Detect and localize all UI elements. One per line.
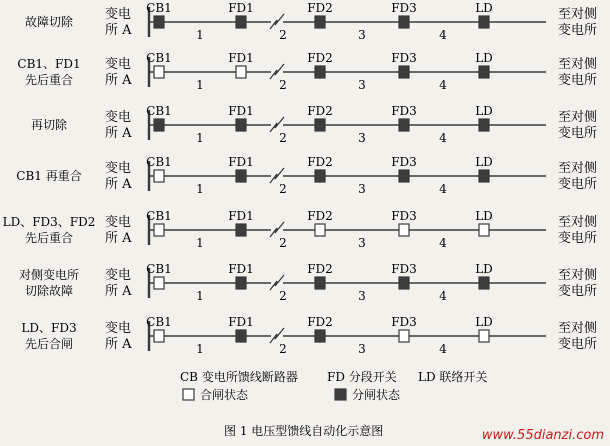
stage-label-line-1: CB1、FD1 xyxy=(17,57,81,71)
stage-label-line-2: 切除故障 xyxy=(24,284,74,298)
legend-open-label: 分闸状态 xyxy=(352,388,401,402)
substation-a-label-line-2: 所 A xyxy=(105,284,132,299)
watermark: www.55dianzi.com xyxy=(481,428,604,443)
switch-label-ld: LD xyxy=(475,315,493,329)
substation-a-label-line-2: 所 A xyxy=(105,231,132,246)
far-end-label-line-1: 至对侧 xyxy=(558,110,598,125)
switch-label-fd3: FD3 xyxy=(391,155,417,169)
fault-point-icon xyxy=(270,117,284,132)
switch-label-cb1: CB1 xyxy=(146,104,172,118)
fault-point-icon xyxy=(270,64,284,79)
segment-number: 1 xyxy=(196,289,204,303)
switch-cb1-closed xyxy=(154,170,164,182)
switch-label-ld: LD xyxy=(475,209,493,223)
switch-fd1-open xyxy=(236,330,246,342)
stage-label: CB1 再重合 xyxy=(16,169,82,183)
fault-point-icon xyxy=(270,222,284,237)
switch-label-cb1: CB1 xyxy=(146,315,172,329)
switch-cb1-closed xyxy=(154,224,164,236)
segment-number: 2 xyxy=(279,28,287,42)
segment-number: 4 xyxy=(439,182,447,196)
switch-ld-open xyxy=(479,277,489,289)
switch-label-fd1: FD1 xyxy=(228,262,254,276)
switch-label-fd2: FD2 xyxy=(307,155,333,169)
substation-a-label-line-2: 所 A xyxy=(105,23,132,38)
segment-number: 1 xyxy=(196,342,204,356)
stage-label-line-1: LD、FD3、FD2 xyxy=(2,215,96,229)
switch-label-cb1: CB1 xyxy=(146,1,172,15)
segment-number: 2 xyxy=(279,289,287,303)
switch-fd2-open xyxy=(315,170,325,182)
switch-label-fd3: FD3 xyxy=(391,1,417,15)
switch-cb1-closed xyxy=(154,66,164,78)
switch-fd2-open xyxy=(315,119,325,131)
far-end-label-line-2: 变电所 xyxy=(558,284,598,299)
stage-label-line-2: 先后合闸 xyxy=(24,337,74,351)
switch-label-cb1: CB1 xyxy=(146,262,172,276)
switch-label-cb1: CB1 xyxy=(146,51,172,65)
switch-fd3-closed xyxy=(399,330,409,342)
switch-label-fd1: FD1 xyxy=(228,209,254,223)
far-end-label-line-2: 变电所 xyxy=(558,73,598,88)
legend-open-swatch xyxy=(335,389,346,400)
legend-fd: FD 分段开关 xyxy=(327,370,397,384)
stage-label-line-2: 先后重合 xyxy=(24,73,74,87)
stage-row xyxy=(3,209,597,250)
segment-number: 4 xyxy=(439,342,447,356)
substation-a-label-line-1: 变电 xyxy=(105,268,132,283)
switch-fd2-open xyxy=(315,330,325,342)
substation-a-label-line-2: 所 A xyxy=(105,337,132,352)
switch-label-fd3: FD3 xyxy=(391,104,417,118)
stage-label-line-1: 对侧变电所 xyxy=(18,268,80,282)
stage-row xyxy=(19,262,597,303)
stage-row xyxy=(25,1,597,42)
switch-fd3-open xyxy=(399,170,409,182)
switch-label-ld: LD xyxy=(475,262,493,276)
switch-label-fd1: FD1 xyxy=(228,315,254,329)
legend-cb: CB 变电所馈线断路器 xyxy=(180,370,298,384)
substation-a-label-line-2: 所 A xyxy=(105,177,132,192)
stage-label: 再切除 xyxy=(30,118,68,132)
stage-row xyxy=(21,315,597,356)
far-end-label-line-1: 至对侧 xyxy=(558,215,598,230)
switch-fd2-open xyxy=(315,16,325,28)
switch-ld-closed xyxy=(479,224,489,236)
legend xyxy=(180,369,487,402)
figure-caption: 图 1 电压型馈线自动化示意图 xyxy=(224,424,384,438)
segment-number: 2 xyxy=(279,342,287,356)
switch-label-fd2: FD2 xyxy=(307,1,333,15)
switch-ld-closed xyxy=(479,330,489,342)
segment-number: 1 xyxy=(196,131,204,145)
switch-cb1-closed xyxy=(154,330,164,342)
segment-number: 1 xyxy=(196,182,204,196)
substation-a-label-line-1: 变电 xyxy=(105,161,132,176)
switch-fd1-closed xyxy=(236,66,246,78)
switch-fd1-open xyxy=(236,119,246,131)
segment-number: 3 xyxy=(358,78,366,92)
switch-label-fd2: FD2 xyxy=(307,51,333,65)
substation-a-label-line-1: 变电 xyxy=(105,110,132,125)
segment-number: 2 xyxy=(279,131,287,145)
switch-ld-open xyxy=(479,16,489,28)
stage-rows xyxy=(3,1,597,356)
far-end-label-line-2: 变电所 xyxy=(558,126,598,141)
substation-a-label-line-2: 所 A xyxy=(105,73,132,88)
stage-row xyxy=(31,104,597,145)
segment-number: 3 xyxy=(358,289,366,303)
switch-fd3-open xyxy=(399,277,409,289)
switch-fd2-open xyxy=(315,66,325,78)
switch-label-ld: LD xyxy=(475,155,493,169)
switch-label-fd1: FD1 xyxy=(228,155,254,169)
fault-point-icon xyxy=(270,328,284,343)
switch-label-fd2: FD2 xyxy=(307,104,333,118)
segment-number: 2 xyxy=(279,182,287,196)
switch-ld-open xyxy=(479,119,489,131)
switch-label-ld: LD xyxy=(475,51,493,65)
switch-fd2-open xyxy=(315,277,325,289)
segment-number: 4 xyxy=(439,289,447,303)
switch-fd3-open xyxy=(399,16,409,28)
far-end-label-line-1: 至对侧 xyxy=(558,7,598,22)
segment-number: 2 xyxy=(279,78,287,92)
switch-cb1-open xyxy=(154,16,164,28)
segment-number: 3 xyxy=(358,236,366,250)
substation-a-label-line-1: 变电 xyxy=(105,7,132,22)
switch-ld-open xyxy=(479,66,489,78)
switch-label-cb1: CB1 xyxy=(146,155,172,169)
segment-number: 4 xyxy=(439,131,447,145)
segment-number: 1 xyxy=(196,236,204,250)
stage-label-line-2: 先后重合 xyxy=(24,231,74,245)
stage-row xyxy=(16,155,597,196)
substation-a-label-line-1: 变电 xyxy=(105,215,132,230)
switch-label-fd2: FD2 xyxy=(307,262,333,276)
segment-number: 3 xyxy=(358,131,366,145)
fault-point-icon xyxy=(270,14,284,29)
switch-label-fd3: FD3 xyxy=(391,262,417,276)
switch-fd3-closed xyxy=(399,224,409,236)
switch-cb1-open xyxy=(154,119,164,131)
switch-label-fd1: FD1 xyxy=(228,104,254,118)
stage-label-line-1: LD、FD3 xyxy=(21,321,77,335)
switch-label-fd1: FD1 xyxy=(228,51,254,65)
far-end-label-line-2: 变电所 xyxy=(558,23,598,38)
switch-fd1-open xyxy=(236,16,246,28)
far-end-label-line-2: 变电所 xyxy=(558,177,598,192)
segment-number: 1 xyxy=(196,28,204,42)
stage-label: 故障切除 xyxy=(24,15,74,29)
switch-fd1-open xyxy=(236,170,246,182)
switch-label-ld: LD xyxy=(475,104,493,118)
far-end-label-line-1: 至对侧 xyxy=(558,57,598,72)
switch-label-fd2: FD2 xyxy=(307,209,333,223)
far-end-label-line-1: 至对侧 xyxy=(558,161,598,176)
switch-fd3-open xyxy=(399,66,409,78)
switch-label-fd1: FD1 xyxy=(228,1,254,15)
far-end-label-line-1: 至对侧 xyxy=(558,268,598,283)
switch-label-fd3: FD3 xyxy=(391,209,417,223)
substation-a-label-line-1: 变电 xyxy=(105,57,132,72)
far-end-label-line-2: 变电所 xyxy=(558,337,598,352)
far-end-label-line-2: 变电所 xyxy=(558,231,598,246)
switch-fd1-open xyxy=(236,224,246,236)
fault-point-icon xyxy=(270,168,284,183)
segment-number: 3 xyxy=(358,182,366,196)
switch-label-fd3: FD3 xyxy=(391,51,417,65)
far-end-label-line-1: 至对侧 xyxy=(558,321,598,336)
segment-number: 2 xyxy=(279,236,287,250)
segment-number: 4 xyxy=(439,236,447,250)
segment-number: 3 xyxy=(358,342,366,356)
switch-fd1-open xyxy=(236,277,246,289)
switch-fd2-closed xyxy=(315,224,325,236)
switch-label-fd3: FD3 xyxy=(391,315,417,329)
substation-a-label-line-1: 变电 xyxy=(105,321,132,336)
legend-ld: LD 联络开关 xyxy=(418,370,488,384)
fault-point-icon xyxy=(270,275,284,290)
segment-number: 3 xyxy=(358,28,366,42)
switch-ld-open xyxy=(479,170,489,182)
legend-closed-label: 合闸状态 xyxy=(200,388,249,402)
switch-label-ld: LD xyxy=(475,1,493,15)
switch-cb1-closed xyxy=(154,277,164,289)
segment-number: 1 xyxy=(196,78,204,92)
segment-number: 4 xyxy=(439,78,447,92)
legend-closed-swatch xyxy=(183,389,194,400)
stage-row xyxy=(17,51,597,92)
substation-a-label-line-2: 所 A xyxy=(105,126,132,141)
segment-number: 4 xyxy=(439,28,447,42)
switch-label-cb1: CB1 xyxy=(146,209,172,223)
switch-fd3-open xyxy=(399,119,409,131)
switch-label-fd2: FD2 xyxy=(307,315,333,329)
